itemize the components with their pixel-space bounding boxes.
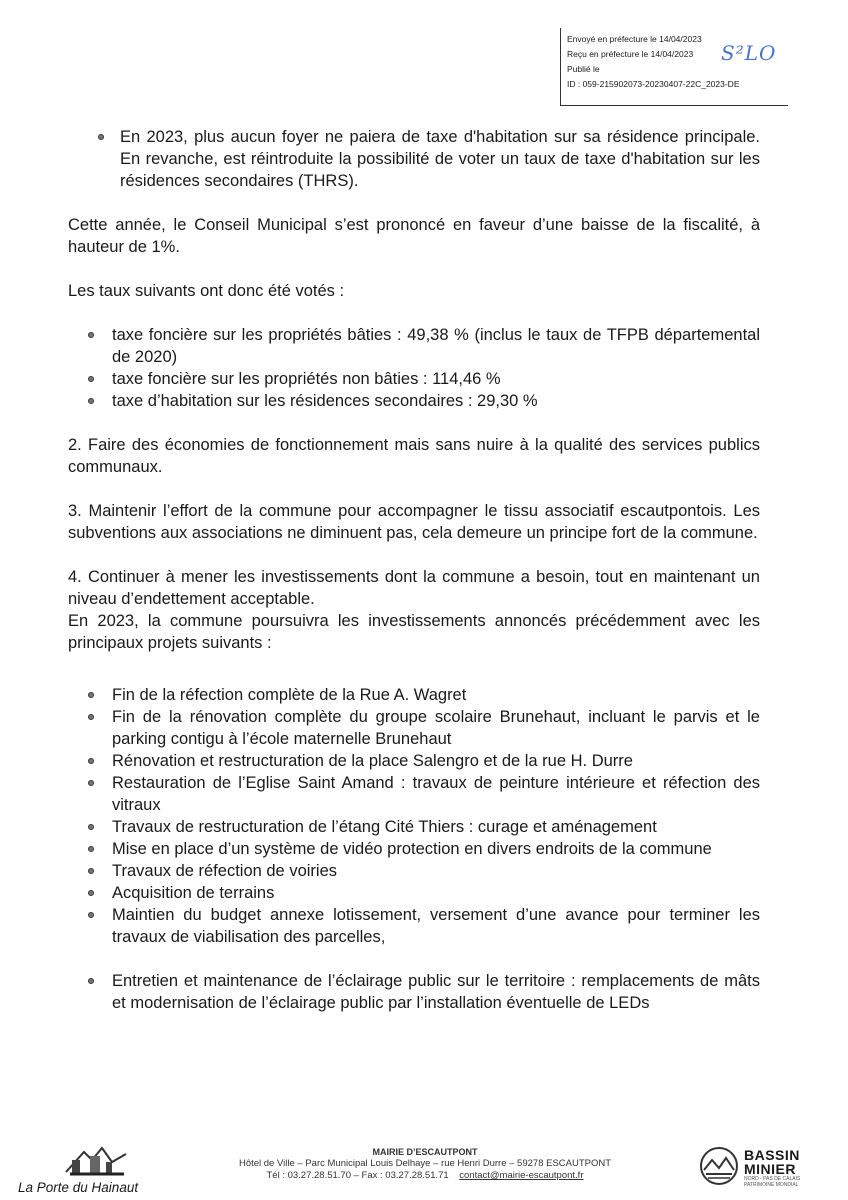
paragraph-fiscalite: Cette année, le Conseil Municipal s’est prononcé en faveur d’une baisse de la fiscalité, à hauteur de 1%. (68, 216, 760, 256)
list-item: Restauration de l’Eglise Saint Amand : travaux de peinture intérieure et réfection des vitraux (68, 772, 760, 816)
document-body (68, 126, 760, 1014)
bassin-minier-text: BASSIN MINIER (744, 1147, 800, 1177)
stamp-signature: S²LO (721, 41, 777, 65)
page-footer (0, 1140, 848, 1200)
bullet-icon (88, 846, 94, 852)
porte-du-hainaut-icon (62, 1142, 132, 1180)
stamp-received: Reçu en préfecture le 14/04/2023 (567, 49, 694, 59)
bullet-icon (88, 376, 94, 382)
porte-du-hainaut-text: La Porte du Hainaut (18, 1180, 139, 1195)
list-item: Fin de la rénovation complète du groupe scolaire Brunehaut, incluant le parvis et le parking contigu à l’école maternelle Brunehaut (68, 706, 760, 750)
projects-list (68, 684, 760, 948)
footer-title: MAIRIE D’ESCAUTPONT (372, 1147, 478, 1157)
bassin-minier-logo (698, 1146, 830, 1196)
taux-list (68, 324, 760, 412)
list-item: taxe foncière sur les propriétés bâties : 49,38 % (inclus le taux de TFPB départemental de 2020) (68, 324, 760, 368)
bullet-icon (88, 824, 94, 830)
list-item: taxe d’habitation sur les résidences secondaires : 29,30 % (68, 390, 760, 412)
paragraph-taux: Les taux suivants ont donc été votés : (68, 282, 345, 300)
list-item: Entretien et maintenance de l’éclairage public sur le territoire : remplacements de mâts et modernisation de l’éclairage public par l’installation éventuelle de LEDs (68, 970, 760, 1014)
bullet-icon (88, 780, 94, 786)
bullet-icon (88, 758, 94, 764)
paragraph-point-4: 4. Continuer à mener les investissements dont la commune a besoin, tout en maintenant un niveau d’endettement acceptable. (68, 568, 760, 608)
stamp-sent: Envoyé en préfecture le 14/04/2023 (567, 34, 702, 44)
porte-du-hainaut-logo (18, 1140, 178, 1200)
footer-address: Hôtel de Ville – Parc Municipal Louis Delhaye – rue Henri Durre – 59278 ESCAUTPONT (238, 1158, 612, 1169)
footer-email-link[interactable]: contact@mairie-escautpont.fr (459, 1170, 584, 1181)
footer-phones: Tél : 03.27.28.51.70 – Fax : 03.27.28.51.71 (266, 1170, 449, 1181)
stamp-id: ID : 059-215902073-20230407-22C_2023-DE (567, 79, 740, 89)
paragraph-point-4-cont: En 2023, la commune poursuivra les investissements annoncés précédemment avec les principaux projets suivants : (68, 612, 760, 652)
bassin-minier-subtext: NORD - PAS DE CALAIS PATRIMOINE MONDIAL (744, 1176, 801, 1188)
bullet-icon (88, 332, 94, 338)
list-item: Mise en place d’un système de vidéo protection en divers endroits de la commune (68, 838, 760, 860)
bullet-icon (88, 398, 94, 404)
bullet-icon (88, 912, 94, 918)
projects-list-continued (68, 970, 760, 1014)
bullet-icon (88, 868, 94, 874)
bullet-icon (88, 890, 94, 896)
list-item: Maintien du budget annexe lotissement, versement d’une avance pour terminer les travaux de viabilisation des parcelles, (68, 904, 760, 948)
stamp-published: Publié le (567, 64, 600, 74)
paragraph-point-3: 3. Maintenir l’effort de la commune pour accompagner le tissu associatif escautpontois. Les subventions aux associations ne diminuent pas, cela demeure un principe fort de la commune. (68, 502, 760, 542)
bullet-icon (88, 978, 94, 984)
list-item: En 2023, plus aucun foyer ne paiera de taxe d'habitation sur sa résidence principale. En revanche, est réintroduite la possibilité de voter un taux de taxe d'habitation sur les résidences secondaires (THRS). (68, 126, 760, 192)
footer-contact-line (180, 1170, 670, 1182)
bullet-icon (88, 714, 94, 720)
bullet-icon (88, 692, 94, 698)
list-item: Acquisition de terrains (68, 882, 760, 904)
footer-address-block (180, 1146, 670, 1182)
list-item: taxe foncière sur les propriétés non bâties : 114,46 % (68, 368, 760, 390)
list-item: Travaux de restructuration de l’étang Cité Thiers : curage et aménagement (68, 816, 760, 838)
list-item: Rénovation et restructuration de la place Salengro et de la rue H. Durre (68, 750, 760, 772)
intro-list (68, 126, 760, 192)
list-item: Travaux de réfection de voiries (68, 860, 760, 882)
bullet-icon (98, 134, 104, 140)
paragraph-point-2: 2. Faire des économies de fonctionnement mais sans nuire à la qualité des services publics communaux. (68, 436, 760, 476)
list-item: Fin de la réfection complète de la Rue A. Wagret (68, 684, 760, 706)
bassin-minier-icon (698, 1146, 740, 1186)
prefecture-stamp (560, 28, 788, 106)
